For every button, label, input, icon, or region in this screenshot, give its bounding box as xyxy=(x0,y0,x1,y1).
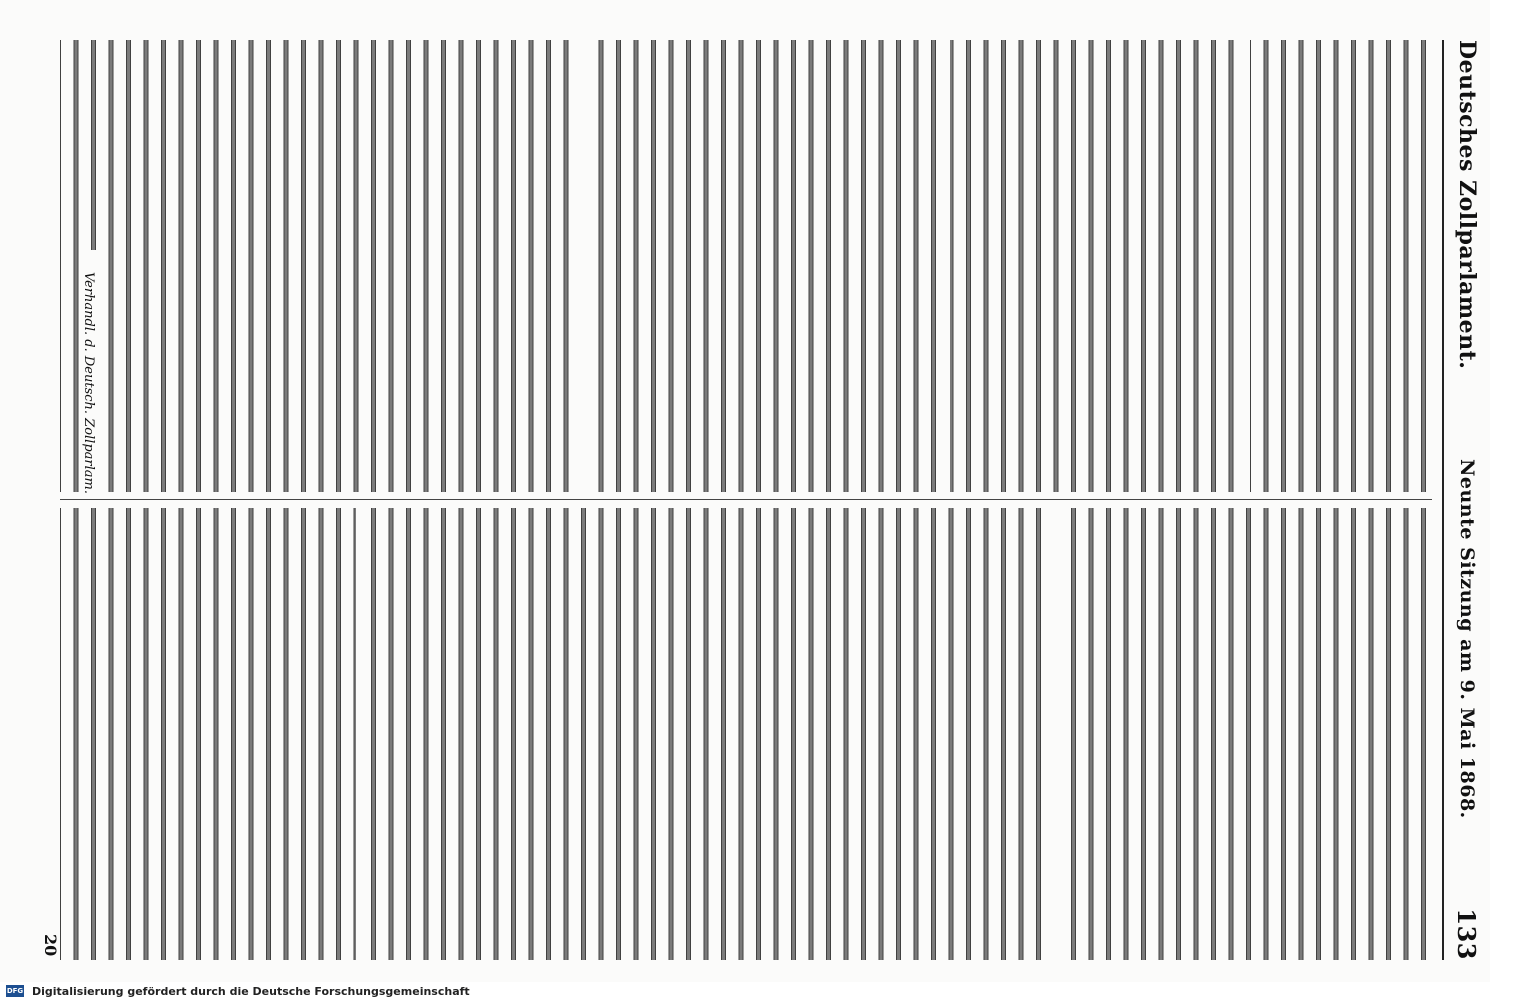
sheet-number: 20 xyxy=(41,930,60,960)
dfg-logo: DFG xyxy=(6,987,24,995)
column-divider xyxy=(60,499,1432,500)
paragraph-gap xyxy=(356,508,370,960)
paragraph-gap xyxy=(1236,40,1250,492)
page-number: 133 xyxy=(1452,908,1482,960)
text-column-right xyxy=(60,508,1432,960)
paragraph-gap xyxy=(1046,508,1060,960)
paragraph-gap xyxy=(936,40,950,492)
page-header xyxy=(1442,40,1490,960)
publication-title: Deutsches Zollparlament. xyxy=(1454,40,1480,370)
session-title: Neunte Sitzung am 9. Mai 1868. xyxy=(1456,459,1478,819)
signature-line: Verhandl. d. Deutsch. Zollparlam. xyxy=(79,250,98,498)
text-column-left xyxy=(60,40,1432,492)
credit-strip xyxy=(0,982,1521,1000)
paragraph-gap xyxy=(576,40,590,492)
credit-text: Digitalisierung gefördert durch die Deutsche Forschungsgemeinschaft xyxy=(32,984,470,998)
